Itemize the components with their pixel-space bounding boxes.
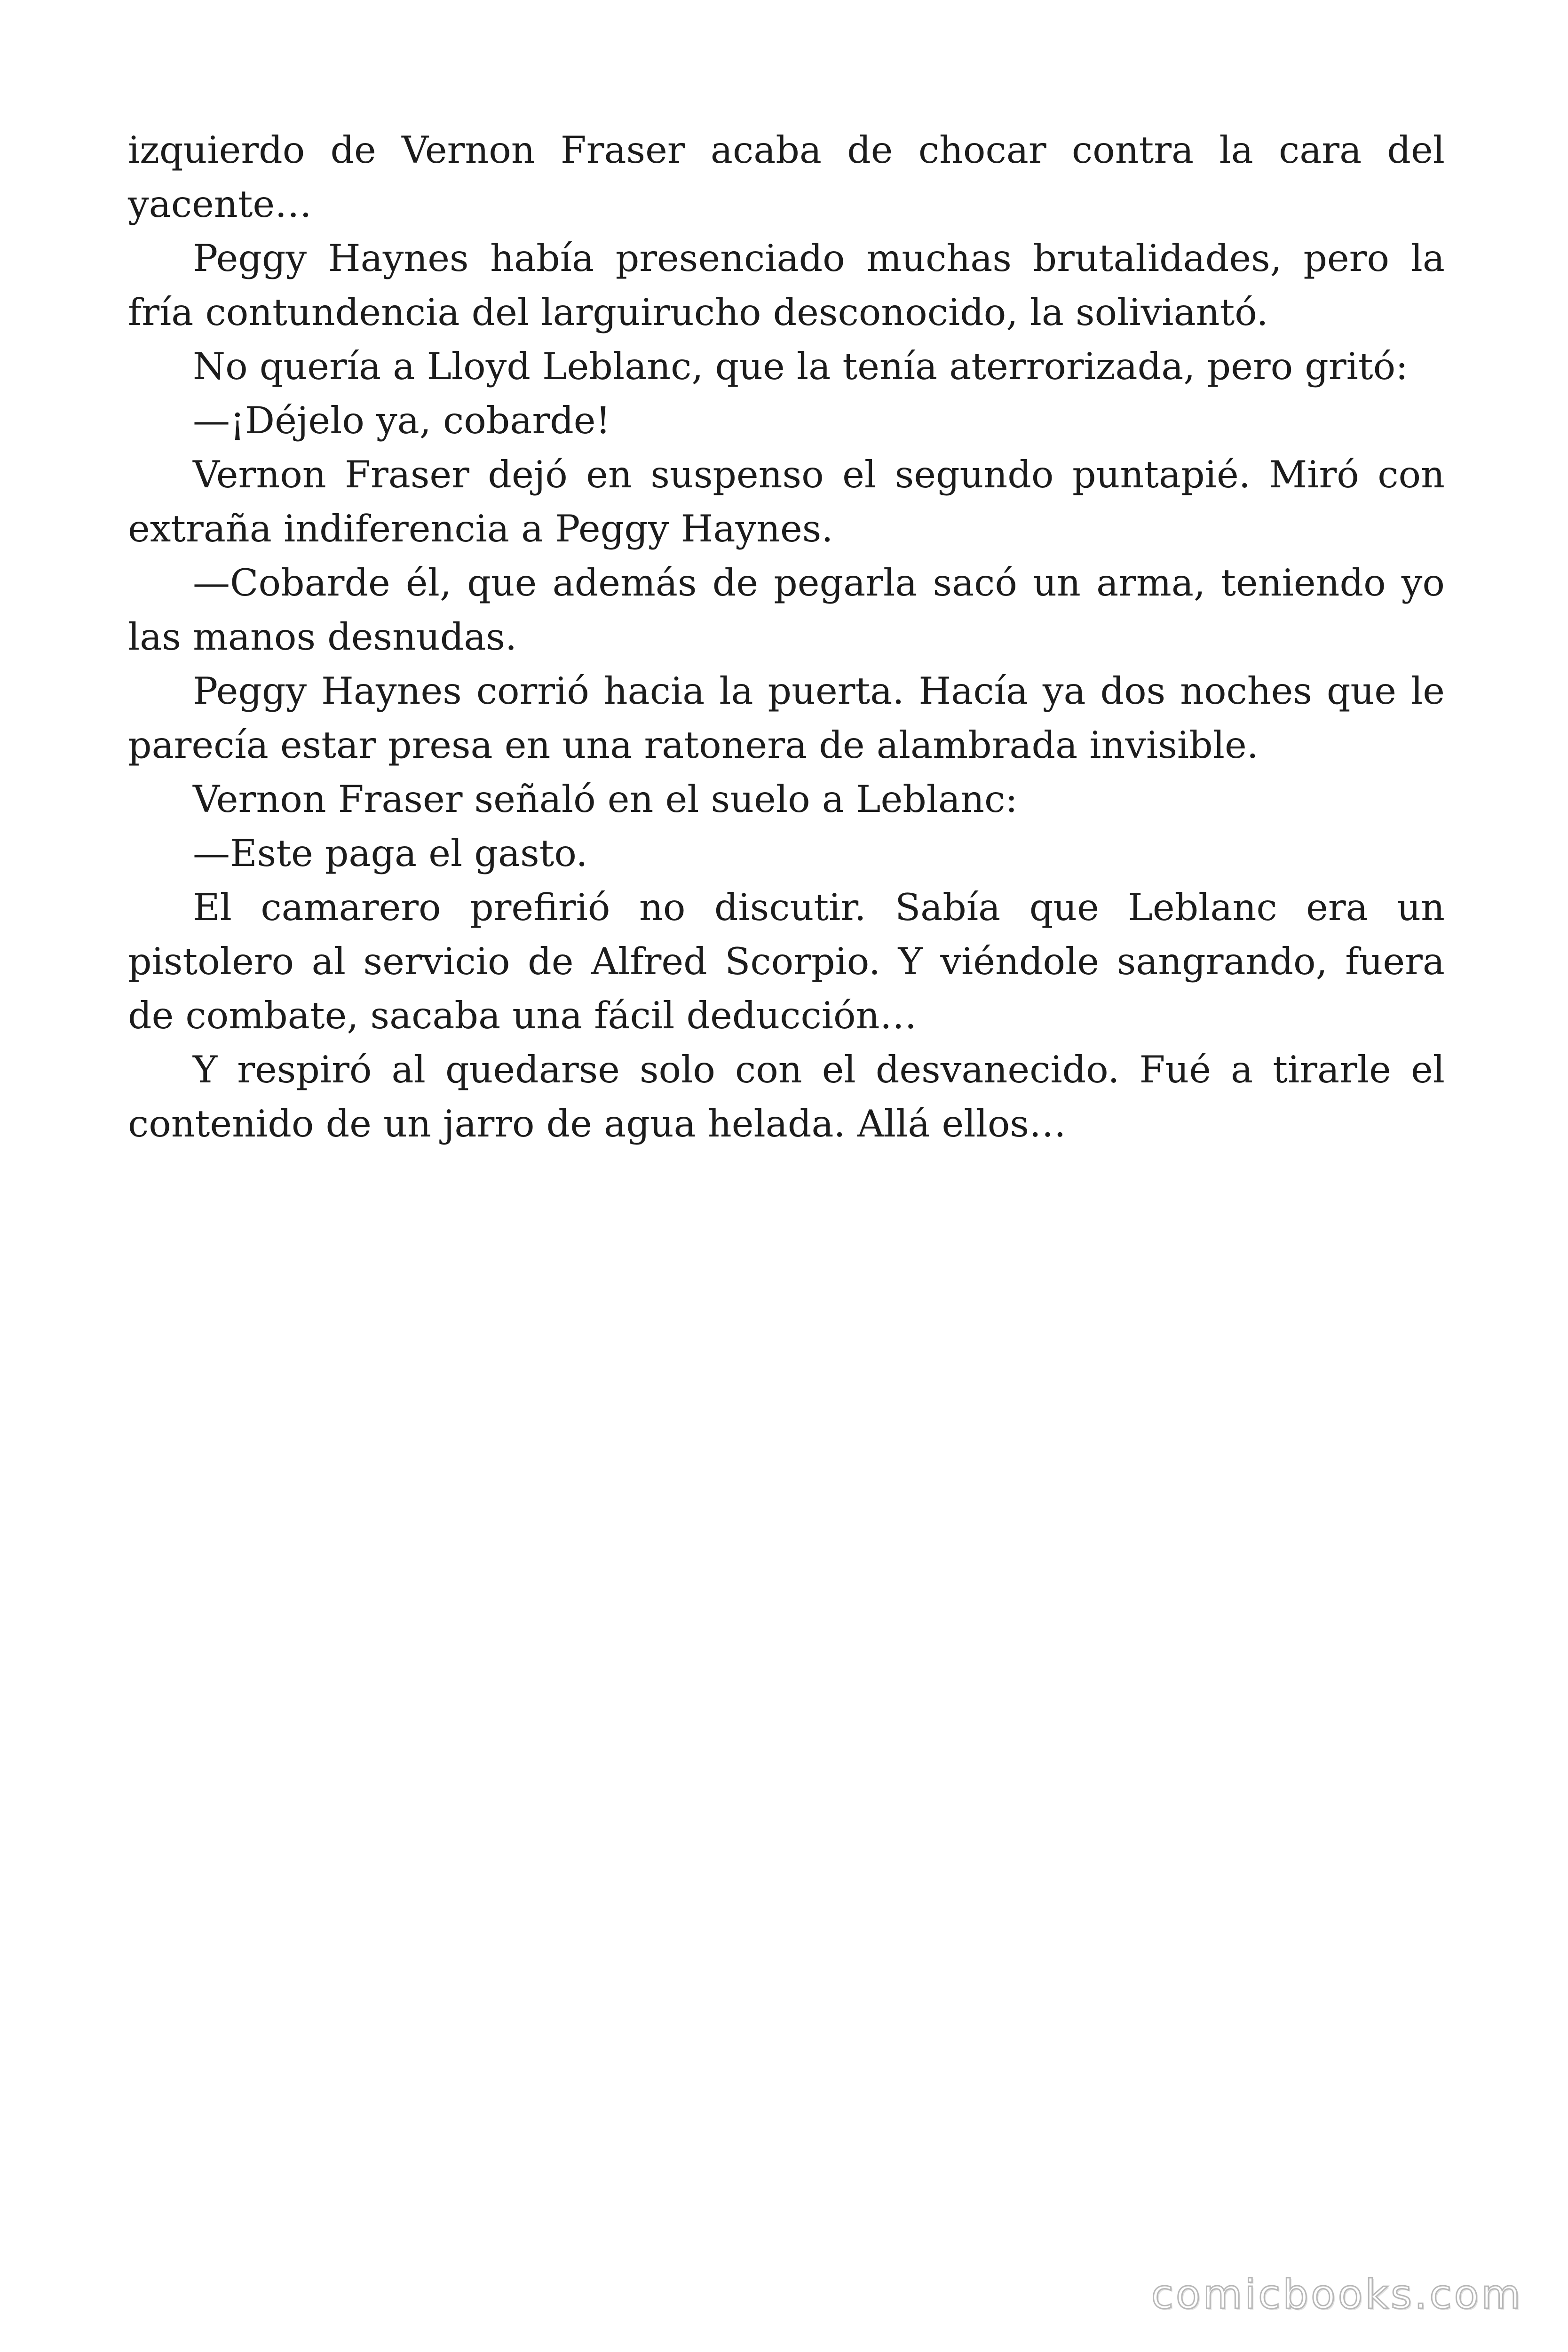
paragraph: Y respiró al quedarse solo con el desvanecido. Fué a tirarle el contenido de un jarro de agua helada. Allá ellos… [128, 1048, 1445, 1145]
paragraph: izquierdo de Vernon Fraser acaba de chocar contra la cara del yacente… [128, 128, 1445, 226]
paragraph: El camarero prefirió no discutir. Sabía que Leblanc era un pistolero al servicio de Alfred Scorpio. Y viéndole sangrando, fuera de combate, sacaba una fácil deducción… [128, 886, 1445, 1037]
paragraph: —Cobarde él, que además de pegarla sacó un arma, teniendo yo las manos desnudas. [128, 561, 1445, 659]
paragraph: Vernon Fraser señaló en el suelo a Leblanc: [193, 778, 1018, 821]
paragraph: —Este paga el gasto. [193, 832, 588, 875]
paragraph: Vernon Fraser dejó en suspenso el segundo puntapié. Miró con extraña indiferencia a Peggy Haynes. [128, 453, 1445, 550]
watermark: comicbooks.com [1151, 2271, 1523, 2318]
paragraph: Peggy Haynes corrió hacia la puerta. Hacía ya dos noches que le parecía estar presa en una ratonera de alambrada invisible. [128, 669, 1445, 767]
paragraph: —¡Déjelo ya, cobarde! [193, 399, 611, 442]
paragraph: No quería a Lloyd Leblanc, que la tenía aterrorizada, pero gritó: [193, 345, 1408, 388]
body-text [128, 123, 1445, 1151]
paragraph: Peggy Haynes había presenciado muchas brutalidades, pero la fría contundencia del larguirucho desconocido, la soliviantó. [128, 237, 1445, 334]
